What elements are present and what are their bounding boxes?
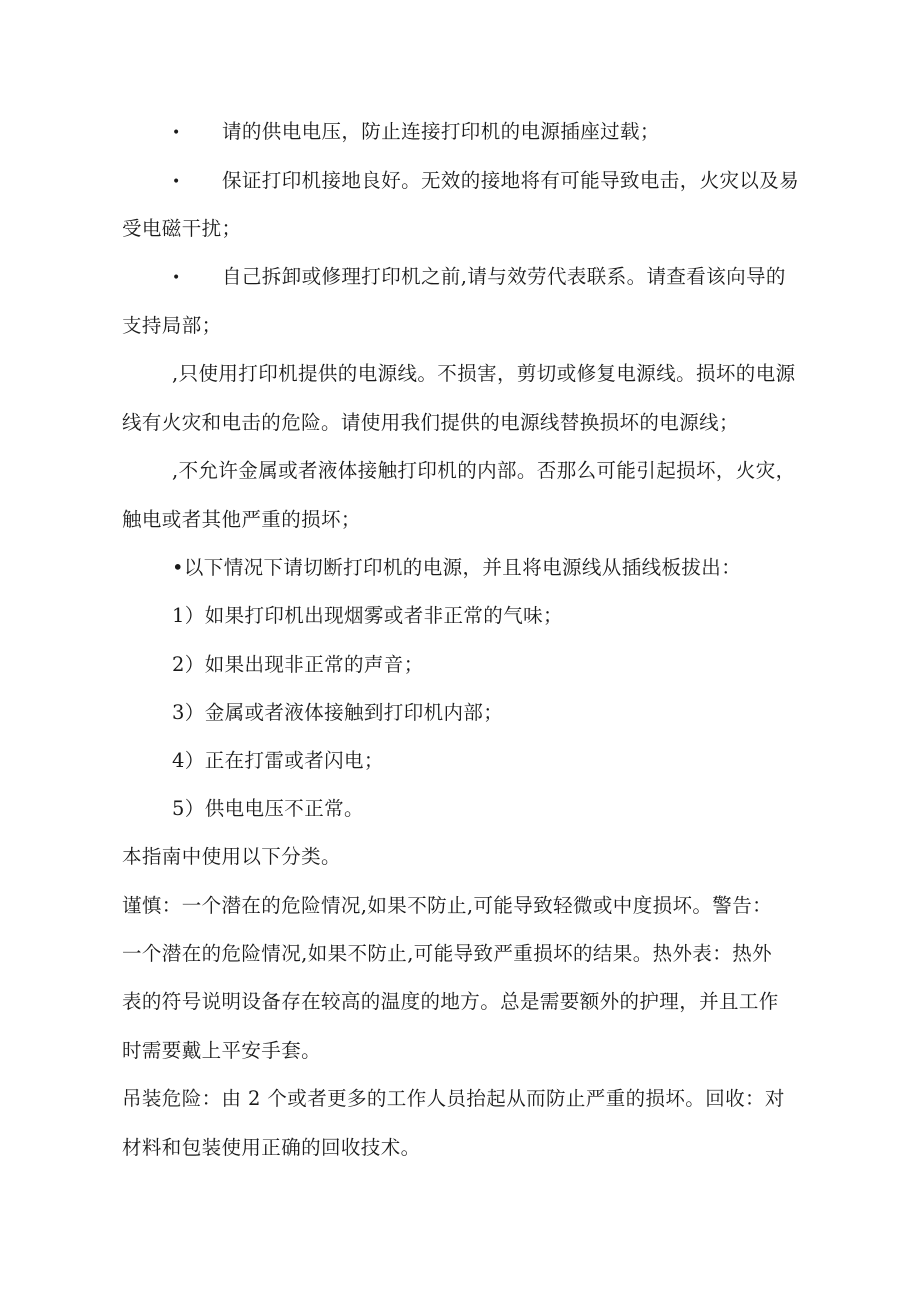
- bullet-item-line: 自己拆卸或修理打印机之前,请与效劳代表联系。请查看该向导的: [222, 265, 786, 288]
- bullet-item-line: 受电磁干扰；: [122, 217, 242, 240]
- condition-item: 3）金属或者液体接触到打印机内部；: [172, 701, 504, 724]
- condition-item: 4）正在打雷或者闪电；: [172, 749, 384, 772]
- paragraph-line: ,不允许金属或者液体接触打印机的内部。否那么可能引起损坏，火灾，: [172, 459, 796, 482]
- paragraph-line: 线有火灾和电击的危险。请使用我们提供的电源线替换损坏的电源线；: [122, 411, 739, 434]
- paragraph-line: •以下情况下请切断打印机的电源，并且将电源线从插线板拔出：: [172, 556, 742, 579]
- definition-line: 一个潜在的危险情况,如果不防止,可能导致严重损坏的结果。热外表：热外: [122, 942, 772, 965]
- condition-item: 1）如果打印机出现烟雾或者非正常的气味；: [172, 604, 563, 627]
- paragraph-line: ,只使用打印机提供的电源线。不损害，剪切或修复电源线。损坏的电源: [172, 362, 796, 385]
- definition-line: 谨慎：一个潜在的危险情况,如果不防止,可能导致轻微或中度损坏。警告：: [122, 894, 772, 917]
- classification-intro: 本指南中使用以下分类。: [122, 845, 341, 868]
- condition-item: 5）供电电压不正常。: [172, 797, 364, 820]
- bullet-item-line: 支持局部；: [122, 314, 222, 337]
- bullet-item-line: 保证打印机接地良好。无效的接地将有可能导致电击，火灾以及易: [222, 169, 800, 192]
- definition-line: 时需要戴上平安手套。: [122, 1039, 322, 1062]
- bullet-item-line: 请的供电电压，防止连接打印机的电源插座过载；: [222, 120, 660, 143]
- condition-item: 2）如果出现非正常的声音；: [172, 653, 424, 676]
- paragraph-line: 触电或者其他严重的损坏；: [122, 508, 361, 531]
- bullet-marker: •: [172, 125, 181, 141]
- bullet-marker: •: [172, 270, 181, 286]
- lifting-line: 吊装危险：由 2 个或者更多的工作人员抬起从而防止严重的损坏。回收：对: [122, 1087, 785, 1110]
- definition-line: 表的符号说明设备存在较高的温度的地方。总是需要额外的护理，并且工作: [122, 990, 779, 1013]
- lifting-line: 材料和包装使用正确的回收技术。: [122, 1136, 421, 1159]
- bullet-marker: •: [172, 174, 181, 190]
